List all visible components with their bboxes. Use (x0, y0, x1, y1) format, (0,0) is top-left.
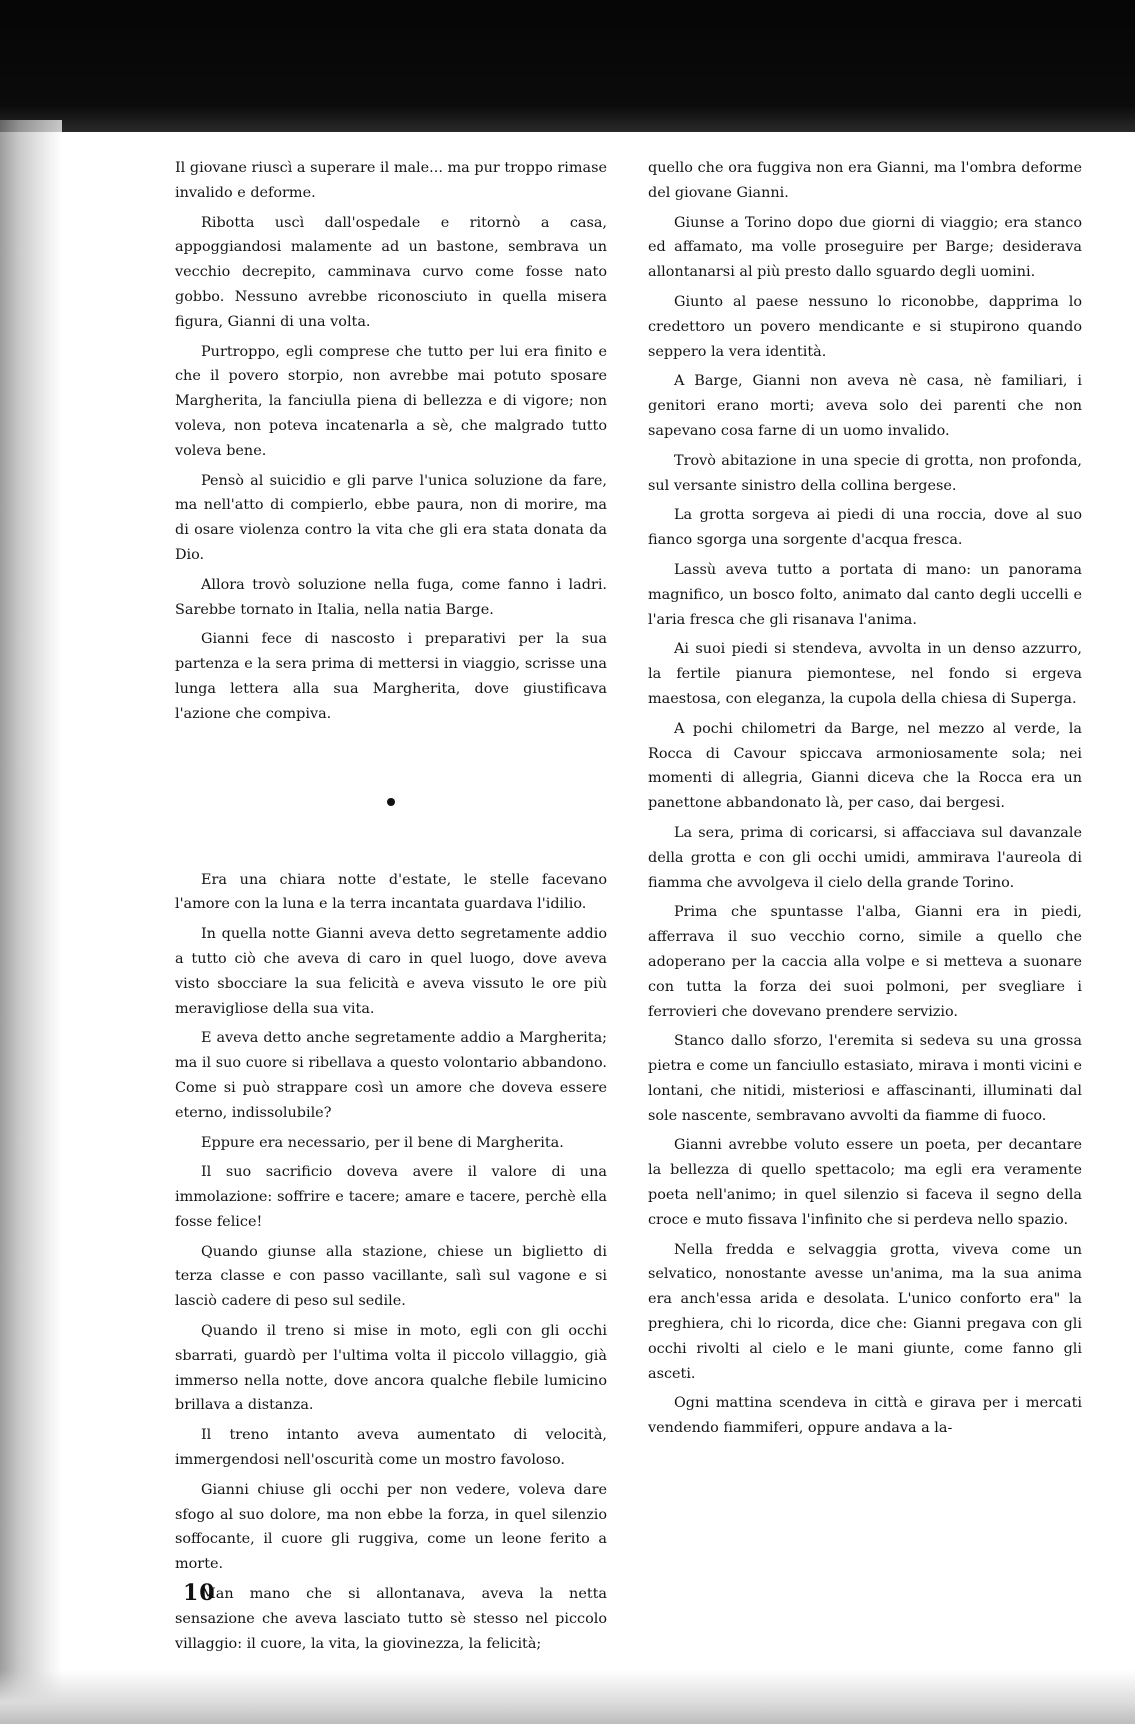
paragraph: Gianni chiuse gli occhi per non vedere, voleva dare sfogo al suo dolore, ma non ebbe la forza, in quel silenzio soffocante, il cuore gli ruggiva, come un leone ferito a morte. (175, 1481, 607, 1573)
paragraph: La grotta sorgeva ai piedi di una roccia, dove al suo fianco sgorga una sorgente d'acqua fresca. (648, 507, 1082, 549)
paragraph: Prima che spuntasse l'alba, Gianni era in piedi, afferrava il suo vecchio corno, simile a quello che adoperano per la caccia alla volpe e si metteva a suonare con tutta la forza dei suoi polmoni, per svegliare i ferrovieri che dovevano prendere servizio. (648, 904, 1082, 1020)
paragraph: Il treno intanto aveva aumentato di velocità, immergendosi nell'oscurità come un mostro favoloso. (175, 1427, 607, 1469)
paragraph: Stanco dallo sforzo, l'eremita si sedeva su una grossa pietra e come un fanciullo estasiato, mirava i monti vicini e lontani, che nitidi, misteriosi e affascinanti, illuminati dal sole nascente, sembravano avvolti da fiamme di fuoco. (648, 1033, 1082, 1124)
paragraph: Quando giunse alla stazione, chiese un biglietto di terza classe e con passo vacillante, salì sul vagone e si lasciò cadere di peso sul sedile. (175, 1243, 607, 1310)
scan-shadow-bottom (0, 1670, 1135, 1724)
paragraph: Trovò abitazione in una specie di grotta, non profonda, sul versante sinistro della collina bergese. (648, 452, 1082, 494)
paragraph: Era una chiara notte d'estate, le stelle facevano l'amore con la luna e la terra incantata guardava l'idilio. (175, 871, 607, 913)
bullet-dot-icon (387, 798, 395, 806)
paragraph: Ai suoi piedi si stendeva, avvolta in un denso azzurro, la fertile pianura piemontese, nel fondo si ergeva maestosa, con eleganza, la cupola della chiesa di Superga. (648, 641, 1082, 707)
paragraph: Allora trovò soluzione nella fuga, come fanno i ladri. Sarebbe tornato in Italia, nella natia Barge. (175, 576, 607, 618)
right-column (648, 156, 1082, 1446)
paragraph: Gianni fece di nascosto i preparativi per la sua partenza e la sera prima di mettersi in viaggio, scrisse una lunga lettera alla sua Margherita, dove giustificava l'azione che compiva. (175, 631, 607, 722)
paragraph: Nella fredda e selvaggia grotta, viveva come un selvatico, nonostante avesse un'anima, ma la sua anima era anch'essa arida e desolata. L'unico conforto era" la preghiera, chi lo ricorda, dice che: Gianni pregava con gli occhi rivolti al cielo e le mani giunte, come fanno gli asceti. (648, 1241, 1082, 1382)
paragraph: Gianni avrebbe voluto essere un poeta, per decantare la bellezza di quello spettacolo; ma egli era veramente poeta nell'animo; in quel silenzio si faceva il segno della croce e muto fissava l'infinito che si perdeva nello spazio. (648, 1137, 1082, 1228)
paragraph: Pensò al suicidio e gli parve l'unica soluzione da fare, ma nell'atto di compierlo, ebbe paura, non di morire, ma di osare violenza contro la vita che gli era stata donata da Dio. (175, 472, 607, 563)
paragraph: Man mano che si allontanava, aveva la netta sensazione che aveva lasciato tutto sè stesso nel piccolo villaggio: il cuore, la vita, la giovinezza, la felicità; (175, 1586, 607, 1652)
paragraph: Lassù aveva tutto a portata di mano: un panorama magnifico, un bosco folto, animato dal canto degli uccelli e l'aria fresca che gli risanava l'anima. (648, 561, 1082, 628)
paragraph: Eppure era necessario, per il bene di Margherita. (201, 1134, 564, 1151)
paragraph: Il giovane riuscì a superare il male... ma pur troppo rimase invalido e deforme. (175, 160, 607, 201)
section-separator (175, 732, 607, 868)
paragraph: Ogni mattina scendeva in città e girava per i mercati vendendo fiammiferi, oppure andava a la- (648, 1395, 1082, 1437)
paragraph: Quando il treno si mise in moto, egli con gli occhi sbarrati, guardò per l'ultima volta il piccolo villaggio, già immerso nella notte, dove ancora qualche flebile lumicino brillava a distanza. (175, 1323, 607, 1414)
paragraph: E aveva detto anche segretamente addio a Margherita; ma il suo cuore si ribellava a questo volontario abbandono. Come si può strappare così un amore che doveva essere eterno, indissolubile? (175, 1030, 607, 1121)
paragraph: Il suo sacrificio doveva avere il valore di una immolazione: soffrire e tacere; amare e tacere, perchè ella fosse felice! (175, 1164, 607, 1230)
paragraph: La sera, prima di coricarsi, si affacciava sul davanzale della grotta e con gli occhi umidi, ammirava l'aureola di fiamma che avvolgeva il cielo della grande Torino. (648, 824, 1082, 891)
paragraph: A Barge, Gianni non aveva nè casa, nè familiari, i genitori erano morti; aveva solo dei parenti che non sapevano cosa farne di un uomo invalido. (648, 373, 1082, 439)
paragraph: Giunse a Torino dopo due giorni di viaggio; era stanco ed affamato, ma volle proseguire per Barge; desiderava allontanarsi al più presto dallo sguardo degli uomini. (648, 214, 1082, 281)
paragraph: quello che ora fuggiva non era Gianni, ma l'ombra deforme del giovane Gianni. (648, 160, 1082, 201)
paragraph: Ribotta uscì dall'ospedale e ritornò a casa, appoggiandosi malamente ad un bastone, sembrava un vecchio decrepito, camminava curvo come fosse nato gobbo. Nessuno avrebbe riconosciuto in quella misera figura, Gianni di una volta. (175, 214, 607, 330)
left-column (175, 156, 607, 1661)
paragraph: A pochi chilometri da Barge, nel mezzo al verde, la Rocca di Cavour spiccava armoniosamente sola; nei momenti di allegria, Gianni diceva che la Rocca era un panettone abbandonato là, per caso, dai bergesi. (648, 720, 1082, 812)
scan-shadow-left (0, 120, 62, 1724)
paragraph: Giunto al paese nessuno lo riconobbe, dapprima lo credettoro un povero mendicante e si stupirono quando seppero la vera identità. (648, 293, 1082, 360)
scan-dark-border-top (0, 0, 1135, 132)
paragraph: Purtroppo, egli comprese che tutto per lui era finito e che il povero storpio, non avrebbe mai potuto sposare Margherita, la fanciulla piena di bellezza e di vigore; non voleva, non poteva incatenarla a sè, che malgrado tutto voleva bene. (175, 343, 607, 459)
paragraph: In quella notte Gianni aveva detto segretamente addio a tutto ciò che aveva di caro in quel luogo, dove aveva visto sbocciare la sua felicità e aveva vissuto le ore più meravigliose della sua vita. (175, 926, 607, 1017)
page-number: 10 (183, 1580, 216, 1606)
